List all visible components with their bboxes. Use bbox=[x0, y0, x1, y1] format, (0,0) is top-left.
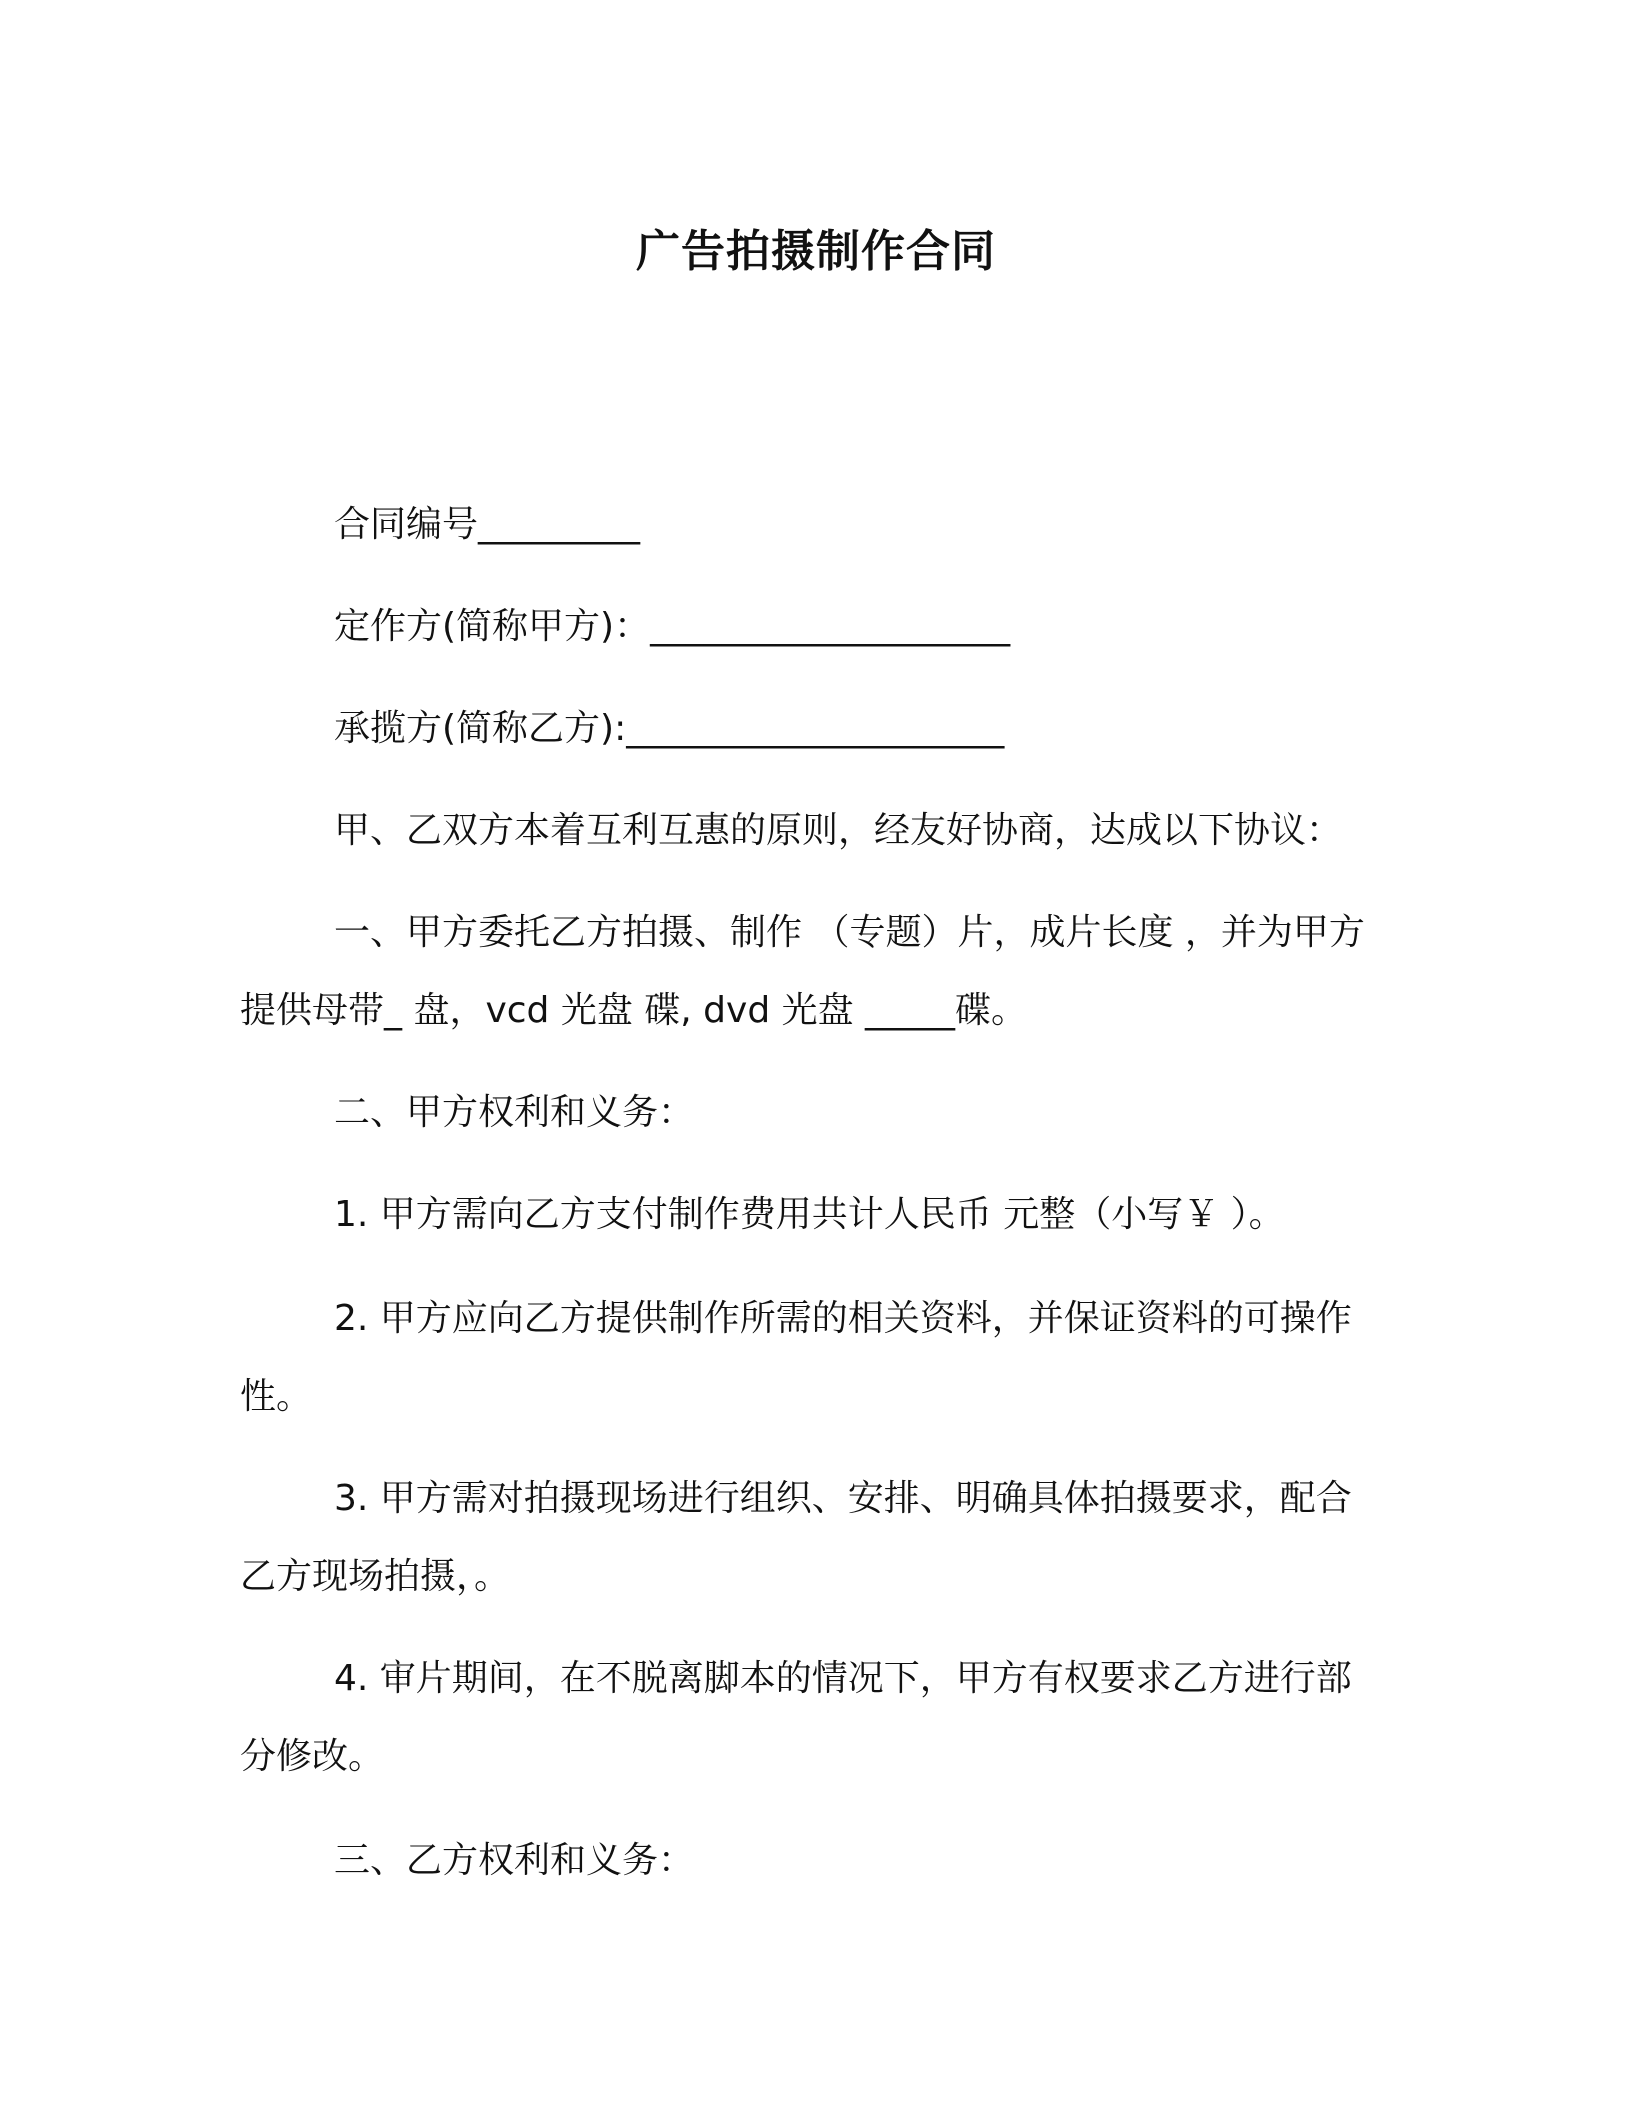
party-b-line: 承揽方(简称乙方):_____________________ bbox=[334, 708, 1005, 749]
clause-1-paragraph: 一、甲方委托乙方拍摄、制作 （专题）片，成片长度 ，并为甲方提供母带_ 盘，vcd 光盘 碟, dvd 光盘 _____碟。 bbox=[240, 912, 1365, 1031]
section-2-item-4: 4. 审片期间，在不脱离脚本的情况下，甲方有权要求乙方进行部分修改。 bbox=[240, 1658, 1352, 1777]
preamble-paragraph: 甲、乙双方本着互利互惠的原则，经友好协商，达成以下协议： bbox=[334, 810, 1343, 851]
section-3-heading: 三、乙方权利和义务： bbox=[334, 1840, 695, 1881]
document-title: 广告拍摄制作合同 bbox=[636, 226, 996, 277]
section-2-item-1: 1. 甲方需向乙方支付制作费用共计人民币 元整（小写￥ ）。 bbox=[334, 1194, 1285, 1235]
section-2-item-2: 2. 甲方应向乙方提供制作所需的相关资料，并保证资料的可操作性。 bbox=[240, 1298, 1352, 1417]
section-2-heading: 二、甲方权利和义务： bbox=[334, 1092, 695, 1133]
section-2-item-3: 3. 甲方需对拍摄现场进行组织、安排、明确具体拍摄要求，配合乙方现场拍摄，。 bbox=[240, 1478, 1352, 1597]
contract-number-line: 合同编号_________ bbox=[334, 504, 641, 545]
party-a-line: 定作方(简称甲方)：____________________ bbox=[334, 606, 1011, 647]
